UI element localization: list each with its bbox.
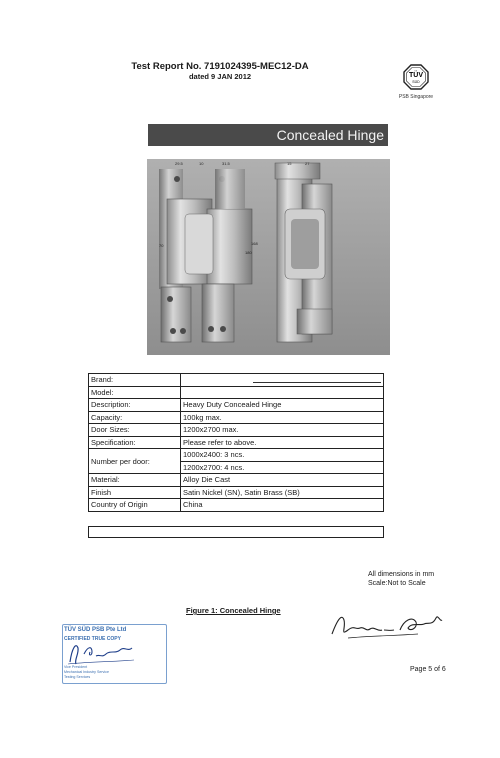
- dimension-label: 15: [287, 161, 292, 166]
- banner-title: Concealed Hinge: [276, 127, 384, 143]
- table-row: [89, 474, 384, 487]
- row-value: 1000x2400: 3 ncs.: [181, 449, 384, 462]
- row-label: Brand:: [89, 374, 181, 387]
- stamp-line: Testing Services: [64, 675, 91, 679]
- dimension-label: 70: [159, 243, 164, 248]
- hinge-photo: [147, 159, 390, 355]
- table-row: [89, 436, 384, 449]
- page-number: Page 5 of 6: [410, 666, 446, 673]
- table-row: [89, 374, 384, 387]
- stamp-certified: CERTIFIED TRUE COPY: [64, 636, 121, 642]
- row-label: Specification:: [89, 436, 181, 449]
- tuv-logo: [403, 64, 429, 90]
- dimension-note: [368, 571, 468, 588]
- dimension-label: 168: [251, 241, 258, 246]
- dimension-label: 31.5: [222, 161, 230, 166]
- row-value: [181, 374, 384, 387]
- row-label: Model:: [89, 386, 181, 399]
- dimension-label: 29.5: [175, 161, 183, 166]
- dimension-label: 10: [199, 161, 204, 166]
- row-label: Description:: [89, 399, 181, 412]
- stamp-company: TÜV SÜD PSB Pte Ltd: [64, 627, 127, 633]
- row-label: Capacity:: [89, 411, 181, 424]
- row-value: 1200x2700: 4 ncs.: [181, 461, 384, 474]
- scale-text: Scale:Not to Scale: [368, 579, 426, 587]
- table-row: [89, 486, 384, 499]
- row-value: Satin Nickel (SN), Satin Brass (SB): [181, 486, 384, 499]
- report-title: Test Report No. 7191024395-MEC12-DA: [131, 61, 309, 72]
- row-label: Number per door:: [89, 449, 181, 474]
- figure-caption: Figure 1: Concealed Hinge: [186, 606, 281, 615]
- row-label: Material:: [89, 474, 181, 487]
- table-row: [89, 499, 384, 512]
- blank-line: [253, 376, 381, 383]
- row-value: Heavy Duty Concealed Hinge: [181, 399, 384, 412]
- table-row: [89, 386, 384, 399]
- table-row: [89, 449, 384, 462]
- logo-caption: PSB Singapore: [398, 94, 434, 100]
- signature-right: [328, 608, 448, 642]
- stamp-line: Mechanical Industry Service: [64, 670, 109, 674]
- row-value: Please refer to above.: [181, 436, 384, 449]
- row-label: Country of Origin: [89, 499, 181, 512]
- row-value: China: [181, 499, 384, 512]
- table-row: [89, 399, 384, 412]
- row-label: Finish: [89, 486, 181, 499]
- stamp-line: Vice President: [64, 665, 88, 669]
- empty-row-box: [88, 526, 384, 538]
- stamp-signature: [66, 640, 136, 666]
- dimension-label: 180: [245, 250, 252, 255]
- logo-subtext: SÜD: [412, 80, 420, 84]
- table-row: [89, 424, 384, 437]
- dimensions-text: All dimensions in mm: [368, 571, 435, 578]
- row-label: Door Sizes:: [89, 424, 181, 437]
- report-date: dated 9 JAN 2012: [188, 72, 252, 81]
- row-value: 100kg max.: [181, 411, 384, 424]
- row-value: Alloy Die Cast: [181, 474, 384, 487]
- logo-text: TÜV: [409, 72, 423, 79]
- row-value: 1200x2700 max.: [181, 424, 384, 437]
- table-row: [89, 411, 384, 424]
- hinge-illustration: [147, 159, 390, 355]
- row-value: [181, 386, 384, 399]
- spec-table: [88, 373, 384, 512]
- dimension-label: 27: [305, 161, 310, 166]
